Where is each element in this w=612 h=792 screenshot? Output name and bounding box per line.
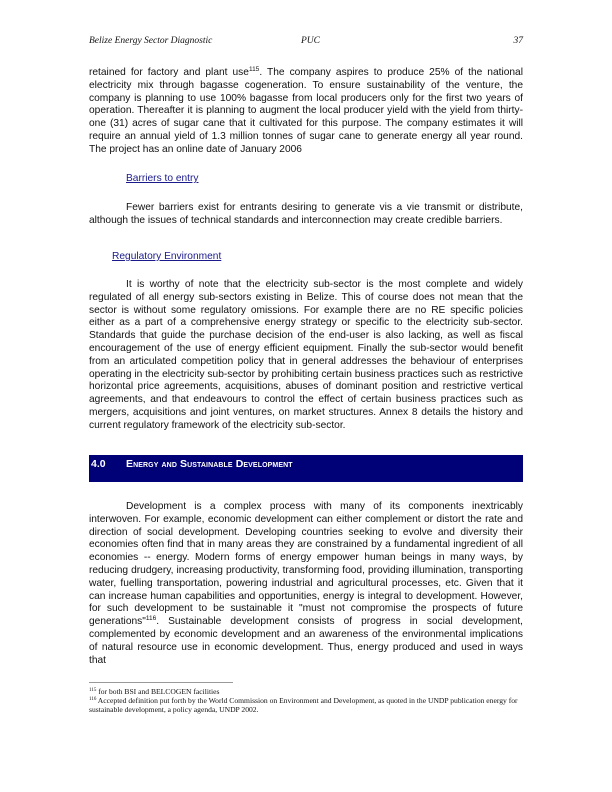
paragraph-text: Development is a complex process with many of its components inextricably interwoven. For example, economic development can either complement or distort the rate and direction of social development. Developing countries seeking to evolve and diversity their economies often find that in many areas they are constrained by a fundamental ingredient of all economies -- energy. Modern forms of energy empower human beings in many ways, by reducing drudgery, increasing productivity, transforming food, providing illumination, transporting water, fuelling transportation, powering industrial and agricultural processes, etc. Given that it can increase human capabilities and opportunities, energy is integral to development. However, for such development to be sustainable it "must not compromise the prospects of future generations" xyxy=(89,501,523,628)
paragraph-development xyxy=(89,501,523,667)
footnote-number: 115 xyxy=(89,688,97,693)
running-header xyxy=(89,36,523,50)
header-document-title: Belize Energy Sector Diagnostic xyxy=(89,36,213,46)
subheading-barriers-to-entry: Barriers to entry xyxy=(126,173,199,184)
section-number: 4.0 xyxy=(91,458,106,470)
paragraph-regulatory xyxy=(89,279,523,433)
footnote-116 xyxy=(89,696,523,714)
footnote-text: Accepted definition put forth by the World Commission on Environment and Development, as quoted in the UNDP publication energy for sustainable development, a policy agenda, UNDP 2002. xyxy=(89,696,518,715)
page-number: 37 xyxy=(513,36,523,46)
header-organization: PUC xyxy=(301,36,320,46)
section-title: Energy and Sustainable Development xyxy=(126,458,293,470)
section-heading-bar xyxy=(89,455,523,482)
paragraph-text: Fewer barriers exist for entrants desiring to generate vis a vie transmit or distribute, although the issues of technical standards and interconnection may create credible barriers. xyxy=(89,202,523,226)
footnote-ref-115[interactable]: 115 xyxy=(248,66,260,73)
footnote-separator xyxy=(89,682,233,683)
paragraph-text: It is worthy of note that the electricity sub-sector is the most complete and widely regulated of all energy sub-sectors existing in Belize. This of course does not mean that the sector is without some regulatory omissions. For example there are no RE specific policies either as a part of a comprehensive energy strategy or specific to the electricity sub-sector. Standards that guide the purchase decision of the end-user is also lacking, as well as fiscal encouragement of the use of energy efficient equipment. Finally the sub-sector would benefit from an articulated competition policy that in general addresses the behaviour of enterprises operating in the electricity sub-sector by prohibiting certain business practices such as restrictive horizontal price agreements, acquisitions, abuses of dominant position and restrictive vertical agreements, and that endeavours to control the effect of certain business practices such as mergers, acquisitions and joint ventures, on market structures. Annex 8 details the history and current regulatory framework of the electricity sub-sector. xyxy=(89,279,523,431)
paragraph-text: . Sustainable development consists of progress in social development, complemented by economic development and an awareness of the environmental implications of natural resource use in economic development. Thus, energy produced and used in ways that xyxy=(89,616,523,666)
footnote-text: for both BSI and BELCOGEN facilities xyxy=(96,687,220,696)
footnote-115 xyxy=(89,687,523,696)
footnote-ref-116[interactable]: 116 xyxy=(145,615,157,623)
footnotes xyxy=(89,687,523,715)
footnote-number: 116 xyxy=(89,697,97,703)
subheading-regulatory-environment: Regulatory Environment xyxy=(112,251,222,262)
paragraph-text: . The company aspires to produce 25% of the national electricity mix through bagasse cogeneration. To ensure sustainability of the venture, the company is planning to use 100% bagasse from local producers only for the first two years of operation. Thereafter it is planning to augment the local producer yield with the yield from thirty-one (31) acres of sugar cane that it cultivated for this purpose. The company estimates it will require an annual yield of 1.3 million tonnes of sugar cane to generate energy all year round. The project has an online date of January 2006 xyxy=(89,67,523,155)
paragraph-bagasse xyxy=(89,67,523,157)
paragraph-barriers xyxy=(89,202,523,228)
paragraph-text: retained for factory and plant use xyxy=(89,67,249,78)
